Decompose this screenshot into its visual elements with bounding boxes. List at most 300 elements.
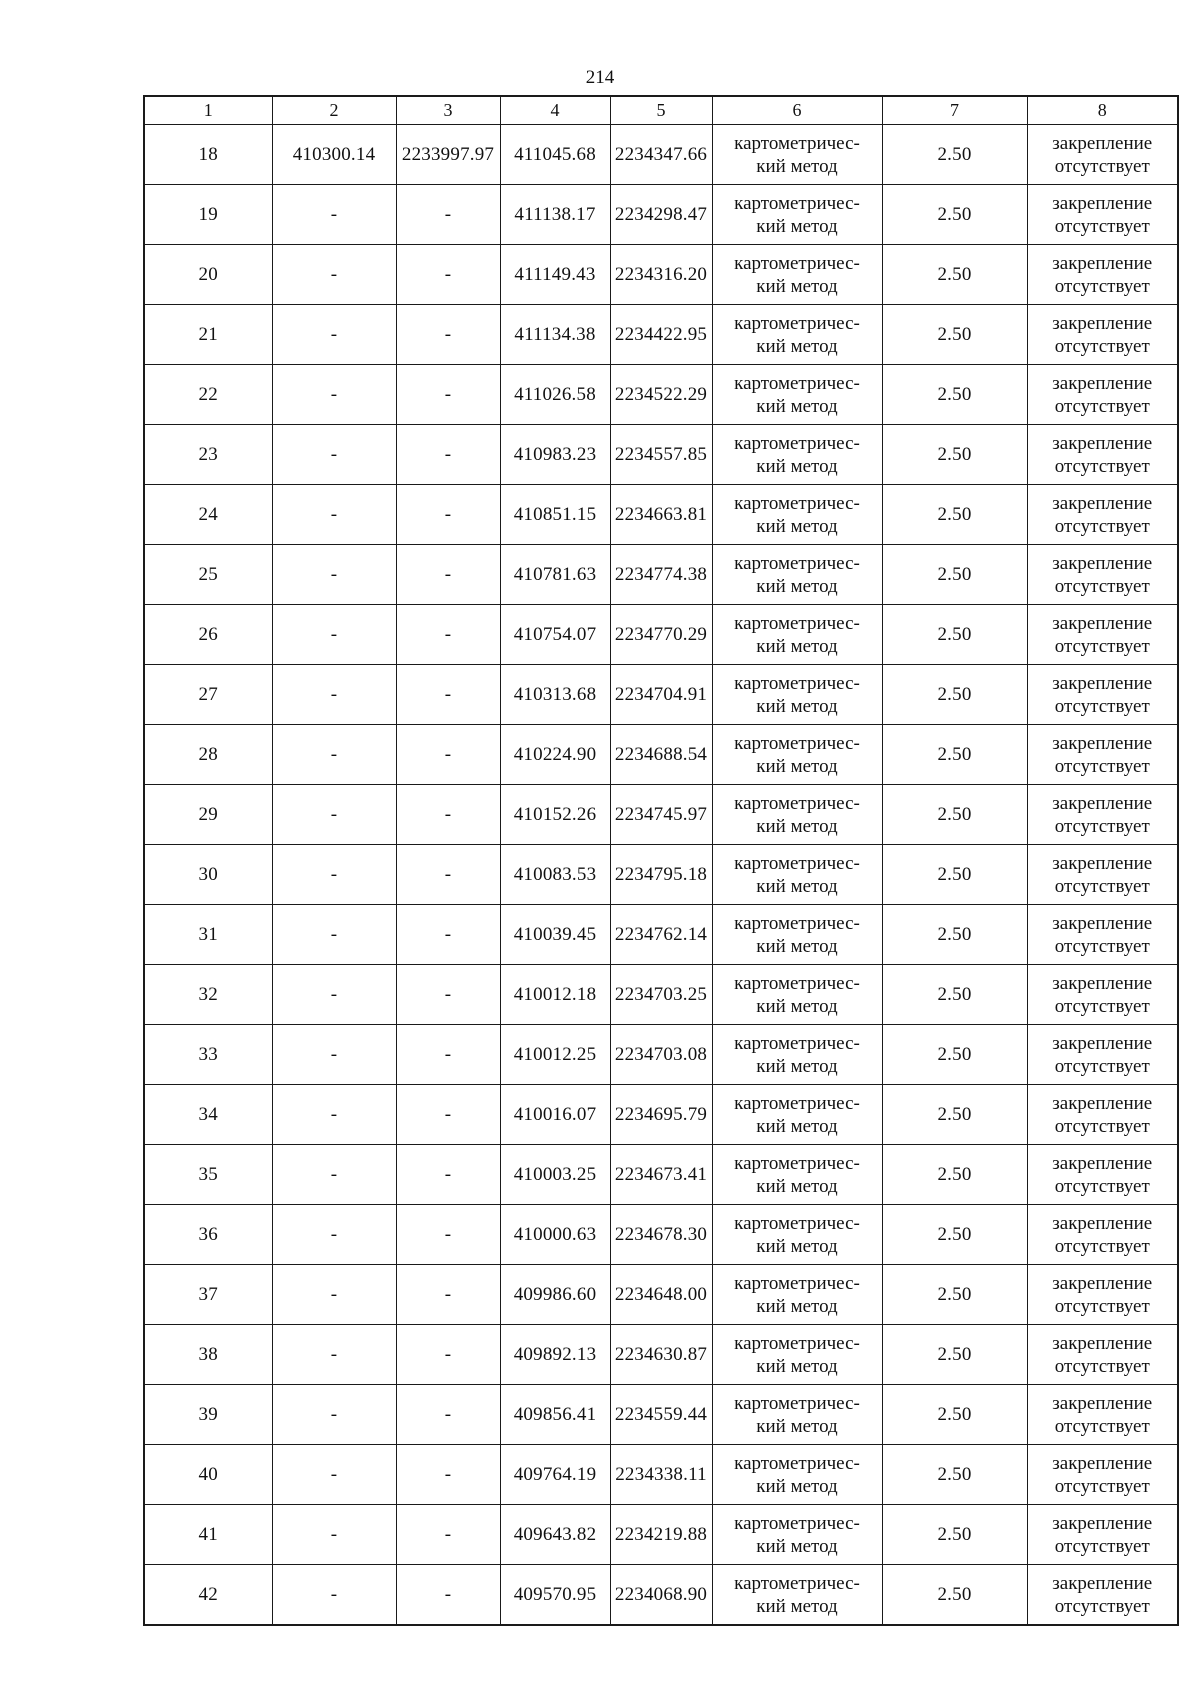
x-old-cell: - <box>272 965 396 1025</box>
fixation-line-1: закрепление <box>1052 1512 1153 1534</box>
x-old-cell: - <box>272 1505 396 1565</box>
y-new-cell: 2234678.30 <box>610 1205 712 1265</box>
method-line-1: картометричес- <box>734 1032 860 1054</box>
table-row <box>144 1085 1178 1145</box>
method-cell <box>712 965 882 1025</box>
y-old-cell: - <box>396 245 500 305</box>
x-new-cell: 410313.68 <box>500 665 610 725</box>
y-old-cell: - <box>396 1205 500 1265</box>
method-line-2: кий метод <box>756 1415 838 1437</box>
fixation-line-2: отсутствует <box>1054 1415 1150 1437</box>
y-new-cell: 2234219.88 <box>610 1505 712 1565</box>
fixation-cell <box>1027 425 1178 485</box>
fixation-cell <box>1027 485 1178 545</box>
method-cell <box>712 725 882 785</box>
method-line-1: картометричес- <box>734 372 860 394</box>
fixation-line-1: закрепление <box>1052 1392 1153 1414</box>
y-old-cell: - <box>396 785 500 845</box>
fixation-line-1: закрепление <box>1052 1152 1153 1174</box>
fixation-line-1: закрепление <box>1052 672 1153 694</box>
method-line-2: кий метод <box>756 395 838 417</box>
fixation-cell <box>1027 845 1178 905</box>
method-line-1: картометричес- <box>734 852 860 874</box>
fixation-line-2: отсутствует <box>1054 1355 1150 1377</box>
x-old-cell: - <box>272 1565 396 1626</box>
accuracy-cell: 2.50 <box>882 965 1027 1025</box>
method-line-1: картометричес- <box>734 672 860 694</box>
point-number-cell: 33 <box>144 1025 272 1085</box>
fixation-cell <box>1027 905 1178 965</box>
y-new-cell: 2234770.29 <box>610 605 712 665</box>
point-number-cell: 18 <box>144 125 272 185</box>
x-new-cell: 409764.19 <box>500 1445 610 1505</box>
table-row <box>144 425 1178 485</box>
method-line-1: картометричес- <box>734 732 860 754</box>
x-new-cell: 410754.07 <box>500 605 610 665</box>
method-line-1: картометричес- <box>734 792 860 814</box>
method-line-1: картометричес- <box>734 1512 860 1534</box>
method-line-1: картометричес- <box>734 312 860 334</box>
y-old-cell: - <box>396 905 500 965</box>
x-new-cell: 409892.13 <box>500 1325 610 1385</box>
x-new-cell: 410003.25 <box>500 1145 610 1205</box>
method-line-2: кий метод <box>756 1235 838 1257</box>
y-new-cell: 2234338.11 <box>610 1445 712 1505</box>
accuracy-cell: 2.50 <box>882 485 1027 545</box>
page-number: 214 <box>585 67 615 88</box>
method-cell <box>712 905 882 965</box>
point-number-cell: 32 <box>144 965 272 1025</box>
y-old-cell: - <box>396 305 500 365</box>
fixation-line-2: отсутствует <box>1054 635 1150 657</box>
fixation-line-1: закрепление <box>1052 1092 1153 1114</box>
fixation-cell <box>1027 545 1178 605</box>
method-cell <box>712 425 882 485</box>
method-cell <box>712 185 882 245</box>
method-cell <box>712 605 882 665</box>
method-line-1: картометричес- <box>734 1152 860 1174</box>
x-old-cell: - <box>272 1145 396 1205</box>
fixation-line-1: закрепление <box>1052 252 1153 274</box>
x-old-cell: - <box>272 605 396 665</box>
fixation-cell <box>1027 245 1178 305</box>
x-old-cell: - <box>272 1445 396 1505</box>
fixation-line-1: закрепление <box>1052 432 1153 454</box>
point-number-cell: 19 <box>144 185 272 245</box>
method-cell <box>712 245 882 305</box>
method-cell <box>712 485 882 545</box>
method-line-2: кий метод <box>756 515 838 537</box>
fixation-line-2: отсутствует <box>1054 815 1150 837</box>
y-new-cell: 2234688.54 <box>610 725 712 785</box>
point-number-cell: 20 <box>144 245 272 305</box>
method-cell <box>712 1505 882 1565</box>
x-new-cell: 410851.15 <box>500 485 610 545</box>
fixation-line-2: отсутствует <box>1054 695 1150 717</box>
fixation-line-2: отсутствует <box>1054 1115 1150 1137</box>
x-new-cell: 410039.45 <box>500 905 610 965</box>
header-cell: 4 <box>500 96 610 125</box>
x-new-cell: 409856.41 <box>500 1385 610 1445</box>
accuracy-cell: 2.50 <box>882 1025 1027 1085</box>
point-number-cell: 36 <box>144 1205 272 1265</box>
y-old-cell: - <box>396 1145 500 1205</box>
fixation-line-1: закрепление <box>1052 972 1153 994</box>
x-old-cell: - <box>272 785 396 845</box>
method-line-2: кий метод <box>756 695 838 717</box>
fixation-cell <box>1027 1265 1178 1325</box>
y-old-cell: 2233997.97 <box>396 125 500 185</box>
accuracy-cell: 2.50 <box>882 785 1027 845</box>
method-line-2: кий метод <box>756 1595 838 1617</box>
y-old-cell: - <box>396 365 500 425</box>
x-old-cell: - <box>272 665 396 725</box>
method-cell <box>712 785 882 845</box>
table-row <box>144 1505 1178 1565</box>
table-row <box>144 245 1178 305</box>
x-new-cell: 410012.25 <box>500 1025 610 1085</box>
fixation-line-2: отсутствует <box>1054 155 1150 177</box>
point-number-cell: 29 <box>144 785 272 845</box>
y-old-cell: - <box>396 1025 500 1085</box>
header-cell: 2 <box>272 96 396 125</box>
y-new-cell: 2234774.38 <box>610 545 712 605</box>
accuracy-cell: 2.50 <box>882 1085 1027 1145</box>
y-new-cell: 2234704.91 <box>610 665 712 725</box>
fixation-cell <box>1027 1445 1178 1505</box>
fixation-line-2: отсутствует <box>1054 455 1150 477</box>
x-new-cell: 411045.68 <box>500 125 610 185</box>
accuracy-cell: 2.50 <box>882 605 1027 665</box>
x-old-cell: - <box>272 485 396 545</box>
fixation-cell <box>1027 125 1178 185</box>
fixation-cell <box>1027 965 1178 1025</box>
y-old-cell: - <box>396 1085 500 1145</box>
method-line-2: кий метод <box>756 815 838 837</box>
y-new-cell: 2234630.87 <box>610 1325 712 1385</box>
method-line-1: картометричес- <box>734 1572 860 1594</box>
accuracy-cell: 2.50 <box>882 725 1027 785</box>
method-line-1: картометричес- <box>734 972 860 994</box>
method-line-1: картометричес- <box>734 552 860 574</box>
method-cell <box>712 1205 882 1265</box>
table-row <box>144 305 1178 365</box>
x-new-cell: 410781.63 <box>500 545 610 605</box>
fixation-line-2: отсутствует <box>1054 755 1150 777</box>
y-new-cell: 2234522.29 <box>610 365 712 425</box>
accuracy-cell: 2.50 <box>882 1265 1027 1325</box>
method-cell <box>712 305 882 365</box>
method-cell <box>712 1565 882 1626</box>
x-new-cell: 410983.23 <box>500 425 610 485</box>
method-line-1: картометричес- <box>734 432 860 454</box>
method-line-2: кий метод <box>756 1175 838 1197</box>
accuracy-cell: 2.50 <box>882 1145 1027 1205</box>
fixation-cell <box>1027 665 1178 725</box>
method-line-1: картометричес- <box>734 132 860 154</box>
method-line-1: картометричес- <box>734 1392 860 1414</box>
table-row <box>144 185 1178 245</box>
accuracy-cell: 2.50 <box>882 245 1027 305</box>
accuracy-cell: 2.50 <box>882 1565 1027 1626</box>
fixation-line-1: закрепление <box>1052 912 1153 934</box>
method-line-1: картометричес- <box>734 192 860 214</box>
fixation-line-1: закрепление <box>1052 492 1153 514</box>
method-line-1: картометричес- <box>734 1452 860 1474</box>
x-old-cell: - <box>272 545 396 605</box>
method-cell <box>712 125 882 185</box>
fixation-cell <box>1027 785 1178 845</box>
fixation-line-1: закрепление <box>1052 312 1153 334</box>
x-new-cell: 410224.90 <box>500 725 610 785</box>
accuracy-cell: 2.50 <box>882 425 1027 485</box>
header-cell: 7 <box>882 96 1027 125</box>
point-number-cell: 22 <box>144 365 272 425</box>
y-old-cell: - <box>396 1385 500 1445</box>
x-old-cell: - <box>272 905 396 965</box>
fixation-line-2: отсутствует <box>1054 1055 1150 1077</box>
point-number-cell: 35 <box>144 1145 272 1205</box>
accuracy-cell: 2.50 <box>882 305 1027 365</box>
x-new-cell: 409986.60 <box>500 1265 610 1325</box>
fixation-line-2: отсутствует <box>1054 1595 1150 1617</box>
method-line-2: кий метод <box>756 1295 838 1317</box>
accuracy-cell: 2.50 <box>882 125 1027 185</box>
x-new-cell: 410152.26 <box>500 785 610 845</box>
fixation-cell <box>1027 365 1178 425</box>
table-row <box>144 725 1178 785</box>
y-old-cell: - <box>396 1565 500 1626</box>
fixation-line-1: закрепление <box>1052 1212 1153 1234</box>
x-new-cell: 410000.63 <box>500 1205 610 1265</box>
x-old-cell: - <box>272 1085 396 1145</box>
method-line-2: кий метод <box>756 1355 838 1377</box>
point-number-cell: 21 <box>144 305 272 365</box>
accuracy-cell: 2.50 <box>882 1205 1027 1265</box>
method-line-2: кий метод <box>756 875 838 897</box>
method-cell <box>712 1265 882 1325</box>
y-new-cell: 2234703.08 <box>610 1025 712 1085</box>
header-cell: 8 <box>1027 96 1178 125</box>
fixation-line-1: закрепление <box>1052 1452 1153 1474</box>
method-line-2: кий метод <box>756 1475 838 1497</box>
point-number-cell: 28 <box>144 725 272 785</box>
coordinates-table <box>143 95 1179 1626</box>
method-line-1: картометричес- <box>734 1332 860 1354</box>
method-cell <box>712 1145 882 1205</box>
method-cell <box>712 1325 882 1385</box>
x-old-cell: 410300.14 <box>272 125 396 185</box>
x-old-cell: - <box>272 245 396 305</box>
method-line-2: кий метод <box>756 335 838 357</box>
fixation-line-2: отсутствует <box>1054 1295 1150 1317</box>
y-new-cell: 2234648.00 <box>610 1265 712 1325</box>
y-new-cell: 2234316.20 <box>610 245 712 305</box>
method-cell <box>712 1085 882 1145</box>
table-row <box>144 665 1178 725</box>
table-body <box>144 125 1178 1626</box>
y-new-cell: 2234347.66 <box>610 125 712 185</box>
fixation-line-2: отсутствует <box>1054 395 1150 417</box>
x-old-cell: - <box>272 1205 396 1265</box>
fixation-line-1: закрепление <box>1052 732 1153 754</box>
x-old-cell: - <box>272 305 396 365</box>
table-row <box>144 965 1178 1025</box>
fixation-line-2: отсутствует <box>1054 275 1150 297</box>
point-number-cell: 34 <box>144 1085 272 1145</box>
table-row <box>144 125 1178 185</box>
table-row <box>144 1265 1178 1325</box>
fixation-cell <box>1027 1565 1178 1626</box>
fixation-line-1: закрепление <box>1052 852 1153 874</box>
y-old-cell: - <box>396 665 500 725</box>
header-row <box>144 96 1178 125</box>
method-cell <box>712 1385 882 1445</box>
method-line-1: картометричес- <box>734 492 860 514</box>
y-old-cell: - <box>396 485 500 545</box>
method-line-2: кий метод <box>756 1115 838 1137</box>
method-line-1: картометричес- <box>734 1092 860 1114</box>
point-number-cell: 23 <box>144 425 272 485</box>
y-new-cell: 2234695.79 <box>610 1085 712 1145</box>
x-new-cell: 410083.53 <box>500 845 610 905</box>
header-cell: 1 <box>144 96 272 125</box>
x-new-cell: 409570.95 <box>500 1565 610 1626</box>
y-old-cell: - <box>396 725 500 785</box>
point-number-cell: 26 <box>144 605 272 665</box>
y-new-cell: 2234298.47 <box>610 185 712 245</box>
fixation-cell <box>1027 605 1178 665</box>
method-line-2: кий метод <box>756 635 838 657</box>
fixation-line-2: отсутствует <box>1054 875 1150 897</box>
fixation-line-1: закрепление <box>1052 372 1153 394</box>
fixation-line-2: отсутствует <box>1054 1475 1150 1497</box>
x-new-cell: 411026.58 <box>500 365 610 425</box>
table-row <box>144 365 1178 425</box>
y-new-cell: 2234795.18 <box>610 845 712 905</box>
accuracy-cell: 2.50 <box>882 665 1027 725</box>
fixation-cell <box>1027 1085 1178 1145</box>
x-new-cell: 410012.18 <box>500 965 610 1025</box>
fixation-cell <box>1027 1325 1178 1385</box>
x-old-cell: - <box>272 425 396 485</box>
point-number-cell: 27 <box>144 665 272 725</box>
accuracy-cell: 2.50 <box>882 1325 1027 1385</box>
method-cell <box>712 545 882 605</box>
table-row <box>144 845 1178 905</box>
fixation-cell <box>1027 1145 1178 1205</box>
method-line-2: кий метод <box>756 1055 838 1077</box>
fixation-line-2: отсутствует <box>1054 335 1150 357</box>
x-new-cell: 411134.38 <box>500 305 610 365</box>
table-row <box>144 1565 1178 1626</box>
header-cell: 5 <box>610 96 712 125</box>
point-number-cell: 25 <box>144 545 272 605</box>
x-old-cell: - <box>272 1025 396 1085</box>
method-line-2: кий метод <box>756 995 838 1017</box>
table-row <box>144 1025 1178 1085</box>
x-new-cell: 410016.07 <box>500 1085 610 1145</box>
x-old-cell: - <box>272 185 396 245</box>
method-line-1: картометричес- <box>734 612 860 634</box>
y-old-cell: - <box>396 425 500 485</box>
x-old-cell: - <box>272 1385 396 1445</box>
fixation-line-2: отсутствует <box>1054 575 1150 597</box>
y-new-cell: 2234559.44 <box>610 1385 712 1445</box>
table-row <box>144 905 1178 965</box>
point-number-cell: 41 <box>144 1505 272 1565</box>
table-row <box>144 605 1178 665</box>
header-cell: 3 <box>396 96 500 125</box>
x-new-cell: 411149.43 <box>500 245 610 305</box>
method-cell <box>712 665 882 725</box>
y-new-cell: 2234068.90 <box>610 1565 712 1626</box>
y-old-cell: - <box>396 1265 500 1325</box>
fixation-cell <box>1027 1505 1178 1565</box>
table-row <box>144 1145 1178 1205</box>
method-cell <box>712 1025 882 1085</box>
point-number-cell: 38 <box>144 1325 272 1385</box>
fixation-line-2: отсутствует <box>1054 935 1150 957</box>
method-cell <box>712 365 882 425</box>
fixation-line-2: отсутствует <box>1054 215 1150 237</box>
fixation-line-1: закрепление <box>1052 132 1153 154</box>
method-line-2: кий метод <box>756 575 838 597</box>
fixation-line-1: закрепление <box>1052 612 1153 634</box>
x-old-cell: - <box>272 845 396 905</box>
fixation-line-1: закрепление <box>1052 792 1153 814</box>
point-number-cell: 30 <box>144 845 272 905</box>
table-row <box>144 485 1178 545</box>
table-row <box>144 1385 1178 1445</box>
fixation-line-2: отсутствует <box>1054 1175 1150 1197</box>
y-old-cell: - <box>396 845 500 905</box>
table-row <box>144 1325 1178 1385</box>
y-new-cell: 2234663.81 <box>610 485 712 545</box>
fixation-cell <box>1027 1025 1178 1085</box>
x-new-cell: 409643.82 <box>500 1505 610 1565</box>
method-line-1: картометричес- <box>734 1212 860 1234</box>
point-number-cell: 40 <box>144 1445 272 1505</box>
fixation-cell <box>1027 305 1178 365</box>
table-row <box>144 1205 1178 1265</box>
method-line-2: кий метод <box>756 455 838 477</box>
fixation-line-2: отсутствует <box>1054 515 1150 537</box>
y-new-cell: 2234703.25 <box>610 965 712 1025</box>
y-new-cell: 2234673.41 <box>610 1145 712 1205</box>
y-old-cell: - <box>396 1445 500 1505</box>
fixation-cell <box>1027 725 1178 785</box>
method-line-1: картометричес- <box>734 1272 860 1294</box>
fixation-line-2: отсутствует <box>1054 1535 1150 1557</box>
x-old-cell: - <box>272 725 396 785</box>
fixation-line-2: отсутствует <box>1054 995 1150 1017</box>
fixation-line-1: закрепление <box>1052 552 1153 574</box>
method-cell <box>712 1445 882 1505</box>
fixation-cell <box>1027 1205 1178 1265</box>
point-number-cell: 42 <box>144 1565 272 1626</box>
method-line-2: кий метод <box>756 155 838 177</box>
x-old-cell: - <box>272 1265 396 1325</box>
accuracy-cell: 2.50 <box>882 905 1027 965</box>
method-line-2: кий метод <box>756 935 838 957</box>
method-line-1: картометричес- <box>734 912 860 934</box>
method-cell <box>712 845 882 905</box>
fixation-line-1: закрепление <box>1052 1572 1153 1594</box>
header-cell: 6 <box>712 96 882 125</box>
x-old-cell: - <box>272 365 396 425</box>
y-new-cell: 2234745.97 <box>610 785 712 845</box>
